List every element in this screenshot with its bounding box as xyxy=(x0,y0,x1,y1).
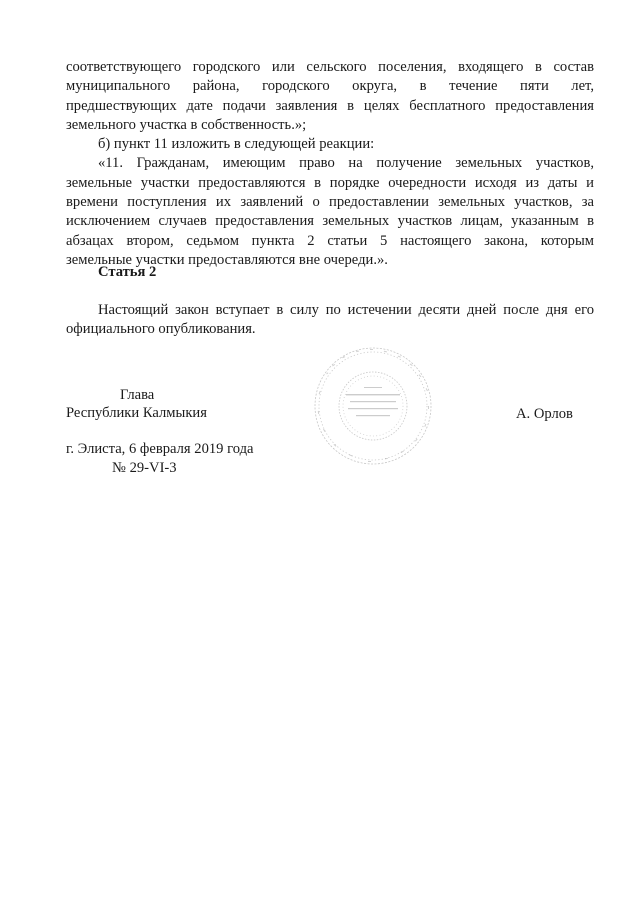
signatory-name: А. Орлов xyxy=(516,406,573,422)
text-line: времени поступления их заявлений о предоставлении земельных участков, за xyxy=(66,194,594,211)
article-2-paragraph xyxy=(66,301,594,340)
text-line: исключением случаев предоставления земельных участков лицам, указанным в xyxy=(66,213,594,230)
article-2-heading: Статья 2 xyxy=(98,264,157,280)
law-number: № 29-VI-3 xyxy=(112,460,177,476)
text-line: Настоящий закон вступает в силу по истечении десяти дней после дня его xyxy=(98,302,594,318)
text-line: официального опубликования. xyxy=(66,321,256,338)
amendment-paragraph xyxy=(66,58,594,270)
text-line: муниципального района, городского округа, в течение пяти лет, xyxy=(66,78,594,95)
text-line: земельного участка в собственность.»; xyxy=(66,116,307,133)
text-line: «11. Гражданам, имеющим право на получение земельных участков, xyxy=(98,155,594,172)
signatory-republic: Республики Калмыкия xyxy=(66,405,207,421)
text-line: предшествующих дате подачи заявления в целях бесплатного предоставления xyxy=(66,97,594,114)
point-b-line: б) пункт 11 изложить в следующей реакции: xyxy=(98,136,375,153)
text-line: абзацах втором, седьмом пункта 2 статьи 5 настоящего закона, которым xyxy=(66,232,594,249)
text-line: земельные участки предоставляются вне очереди.». xyxy=(66,251,388,268)
place-date: г. Элиста, 6 февраля 2019 года xyxy=(66,441,254,457)
signatory-title: Глава xyxy=(120,387,155,403)
text-line: соответствующего городского или сельского поселения, входящего в состав xyxy=(66,59,594,75)
official-seal-icon xyxy=(312,345,434,467)
text-line: земельные участки предоставляются в порядке очередности исходя из даты и xyxy=(66,174,594,191)
